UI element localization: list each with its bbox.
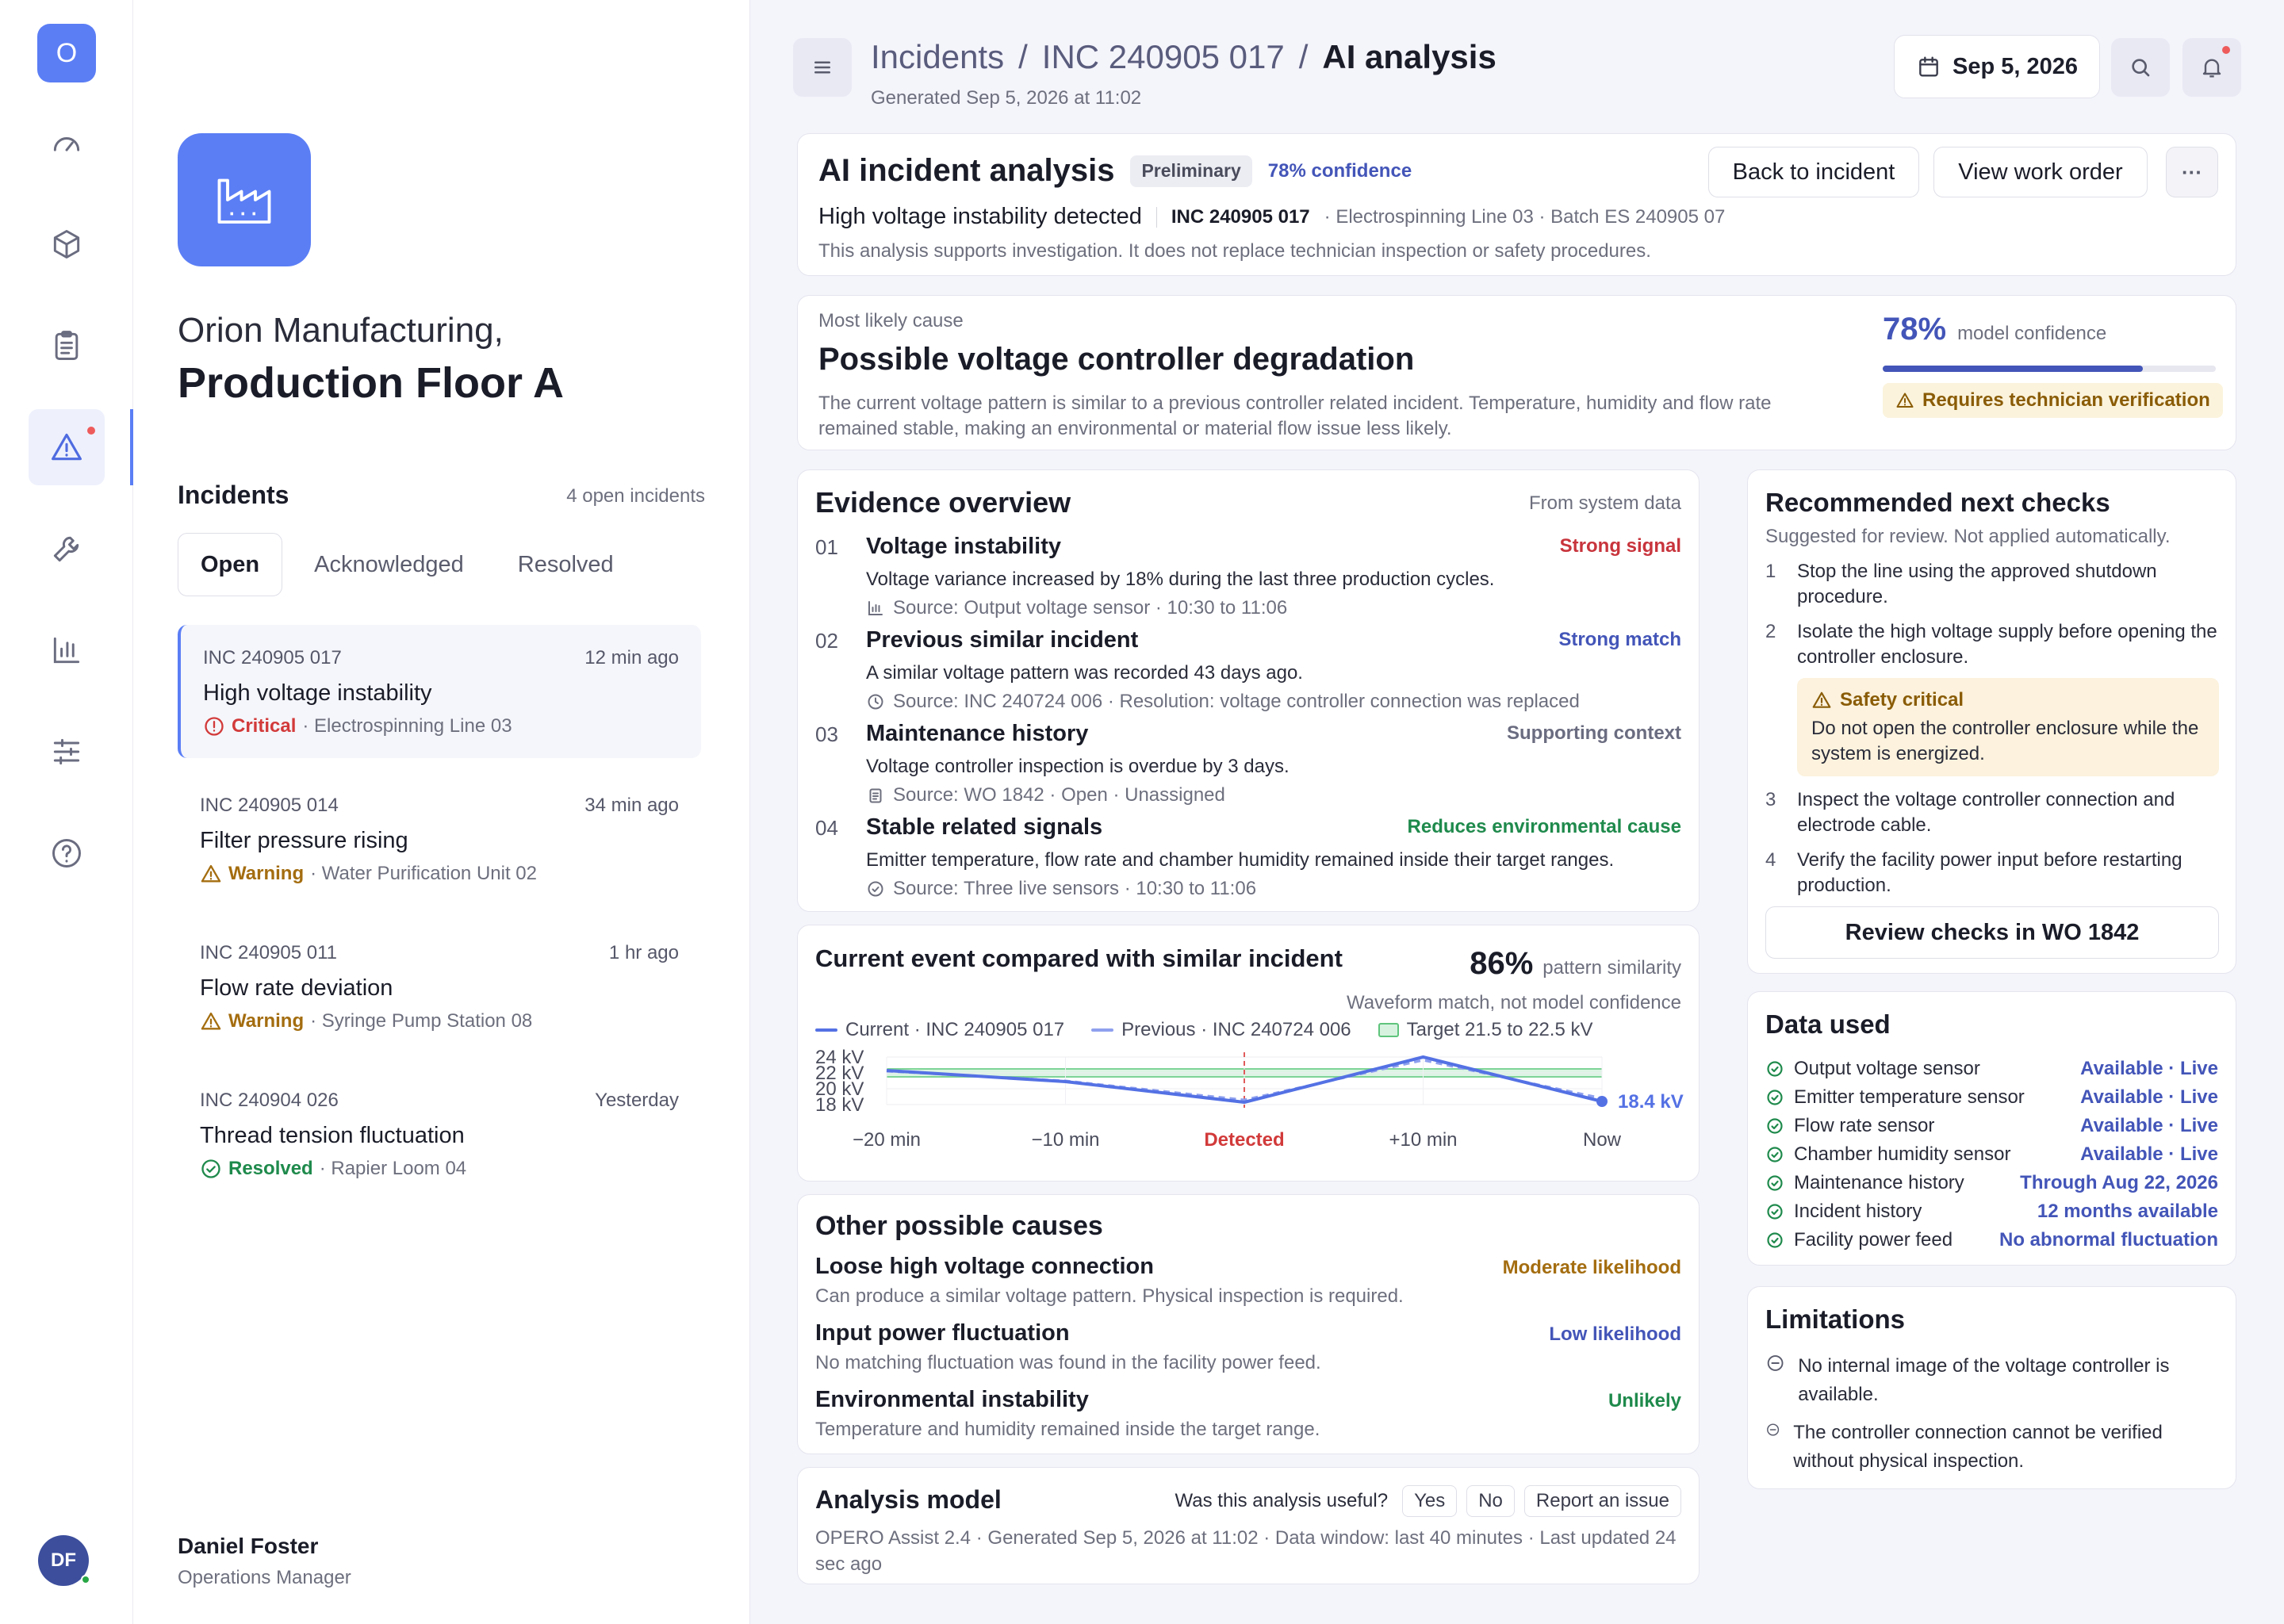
breadcrumb-separator: / xyxy=(1298,38,1309,75)
model-meta-line: sec ago xyxy=(815,1553,883,1575)
safety-title xyxy=(1811,689,2205,711)
data-source-row xyxy=(1765,1227,2218,1254)
data-source-row xyxy=(1765,1170,2218,1197)
back-to-incident-button[interactable]: Back to incident xyxy=(1708,147,1919,197)
avatar-initials: DF xyxy=(51,1549,76,1571)
date-label: Sep 5, 2026 xyxy=(1953,53,2078,79)
limitation-text: The controller connection cannot be verified without physical inspection. xyxy=(1793,1422,2163,1472)
check-step xyxy=(1765,848,2225,898)
evidence-tag: Strong match xyxy=(1558,629,1681,650)
app-logo[interactable]: O xyxy=(37,24,96,82)
confidence-value: 78% xyxy=(1883,312,1947,347)
cause-title: Input power fluctuation xyxy=(815,1320,1070,1346)
incident-time: 12 min ago xyxy=(584,647,679,668)
incident-meta xyxy=(200,863,537,885)
user-info xyxy=(178,1534,351,1589)
other-causes-title: Other possible causes xyxy=(815,1211,1103,1241)
disclaimer: This analysis supports investigation. It does not replace technician inspection or safety procedures. xyxy=(818,240,1651,262)
cause-description xyxy=(818,391,1771,442)
incident-location: · Electrospinning Line 03 xyxy=(302,715,512,737)
incident-item[interactable] xyxy=(178,1067,701,1201)
incident-time: Yesterday xyxy=(595,1090,679,1111)
feedback-yes-button[interactable]: Yes xyxy=(1402,1485,1457,1517)
check-circle-icon xyxy=(1765,1231,1784,1250)
chart-legend xyxy=(815,1019,1592,1041)
evidence-number: 04 xyxy=(815,816,838,840)
incident-panel xyxy=(133,0,750,1624)
user-avatar[interactable] xyxy=(38,1535,89,1586)
evidence-description: Emitter temperature, flow rate and chamber humidity remained inside their target ranges. xyxy=(866,849,1615,871)
verification-text: Requires technician verification xyxy=(1922,389,2210,411)
cause-description: Temperature and humidity remained inside the target range. xyxy=(815,1419,1320,1440)
legend-swatch xyxy=(815,1028,837,1032)
tab-resolved[interactable]: Resolved xyxy=(517,551,614,577)
data-source-name: Chamber humidity sensor xyxy=(1794,1143,2011,1165)
similarity-label: pattern similarity xyxy=(1542,957,1681,979)
evidence-source xyxy=(866,784,1225,806)
date-picker-button[interactable] xyxy=(1894,35,2100,98)
cause-title: Loose high voltage connection xyxy=(815,1254,1154,1279)
nav-incidents[interactable] xyxy=(29,409,105,485)
incidents-heading: Incidents xyxy=(178,481,289,509)
incident-location: · Water Purification Unit 02 xyxy=(310,863,537,884)
incident-meta xyxy=(200,1158,466,1180)
confidence-label: 78% confidence xyxy=(1267,159,1412,182)
legend-label: Current · INC 240905 017 xyxy=(845,1019,1065,1040)
evidence-number: 02 xyxy=(815,629,838,653)
data-source-row xyxy=(1765,1141,2218,1168)
evidence-source-text: Source: INC 240724 006 · Resolution: voltage controller connection was replaced xyxy=(893,691,1580,712)
safety-text: Do not open the controller enclosure while the system is energized. xyxy=(1811,718,2199,764)
step-number: 2 xyxy=(1765,621,1776,642)
user-role: Operations Manager xyxy=(178,1567,351,1588)
evidence-title: Stable related signals xyxy=(866,814,1103,840)
similarity-note: Waveform match, not model confidence xyxy=(1347,992,1681,1013)
data-source-name: Flow rate sensor xyxy=(1794,1115,1935,1136)
incident-tabs xyxy=(178,533,636,596)
help-icon xyxy=(49,836,84,871)
check-step xyxy=(1765,619,2225,670)
notification-dot xyxy=(87,427,95,435)
breadcrumb-incident-id[interactable]: INC 240905 017 xyxy=(1041,38,1285,75)
analysis-title: AI incident analysis xyxy=(818,153,1115,188)
evidence-source-note: From system data xyxy=(1528,492,1681,514)
cause-title: Possible voltage controller degradation xyxy=(818,342,1415,377)
search-icon xyxy=(2128,55,2153,80)
data-source-status: Through Aug 22, 2026 xyxy=(2020,1172,2218,1193)
sliders-icon xyxy=(49,734,84,769)
warning-icon xyxy=(200,863,222,885)
last-value-label: 18.4 kV xyxy=(1618,1091,1684,1113)
evidence-tag: Reduces environmental cause xyxy=(1407,816,1681,837)
limitation-text: No internal image of the voltage controller is available. xyxy=(1798,1355,2170,1405)
incident-id: INC 240905 014 xyxy=(200,795,339,816)
evidence-source xyxy=(866,878,1256,900)
box-icon xyxy=(49,227,84,262)
evidence-number: 03 xyxy=(815,722,838,746)
next-checks-card xyxy=(1747,469,2236,974)
check-circle-icon xyxy=(1765,1174,1784,1193)
data-source-status: Available · Live xyxy=(2080,1058,2218,1079)
evidence-source-text: Source: WO 1842 · Open · Unassigned xyxy=(893,784,1225,806)
next-checks-subtitle: Suggested for review. Not applied automatically. xyxy=(1765,526,2171,547)
x-tick-label: Now xyxy=(1582,1129,1622,1151)
facility-name: Production Floor A xyxy=(178,359,564,407)
evidence-source xyxy=(866,597,1287,619)
tab-acknowledged[interactable]: Acknowledged xyxy=(314,551,464,577)
legend-swatch xyxy=(1378,1023,1399,1037)
data-source-name: Facility power feed xyxy=(1794,1229,1953,1251)
similarity-value: 86% xyxy=(1470,946,1534,981)
evidence-title: Previous similar incident xyxy=(866,627,1139,653)
wrench-icon xyxy=(49,531,84,566)
likelihood-tag: Moderate likelihood xyxy=(1502,1257,1681,1278)
incident-item[interactable] xyxy=(178,772,701,906)
incident-time: 1 hr ago xyxy=(608,942,679,963)
data-source-name: Output voltage sensor xyxy=(1794,1058,1980,1079)
incident-meta xyxy=(203,715,512,737)
check-circle-icon xyxy=(1765,1088,1784,1107)
evidence-source xyxy=(866,691,1580,713)
alert-icon xyxy=(49,430,84,465)
limitations-card xyxy=(1747,1286,2236,1489)
comparison-card xyxy=(797,925,1700,1182)
view-work-order-button[interactable]: View work order xyxy=(1933,147,2148,197)
incident-title: High voltage instability xyxy=(203,680,432,706)
evidence-description: Voltage variance increased by 18% during the last three production cycles. xyxy=(866,569,1495,590)
severity-label: Critical xyxy=(232,715,297,737)
evidence-title: Voltage instability xyxy=(866,534,1062,559)
evidence-title: Evidence overview xyxy=(815,486,1071,519)
data-source-status: Available · Live xyxy=(2080,1086,2218,1108)
limitations-title: Limitations xyxy=(1765,1304,1906,1334)
y-tick-label: 24 kV xyxy=(815,1047,864,1068)
cause-desc-line: remained stable, making an environmental or material flow issue less likely. xyxy=(818,418,1452,439)
user-name: Daniel Foster xyxy=(178,1534,319,1558)
likelihood-tag: Unlikely xyxy=(1608,1390,1681,1411)
step-number: 1 xyxy=(1765,561,1776,582)
search-button[interactable] xyxy=(2111,38,2170,97)
model-meta xyxy=(815,1525,1677,1577)
legend-label: Target 21.5 to 22.5 kV xyxy=(1406,1019,1593,1040)
cause-label: Most likely cause xyxy=(818,310,964,331)
legend-swatch xyxy=(1091,1028,1113,1032)
severity-label: Warning xyxy=(228,1010,305,1032)
check-circle-icon xyxy=(1765,1145,1784,1164)
verification-badge xyxy=(1883,383,2223,418)
incident-id: INC 240905 017 xyxy=(203,647,342,668)
confidence-bar xyxy=(1883,366,2216,372)
nav-help[interactable] xyxy=(29,815,105,891)
data-source-row xyxy=(1765,1084,2218,1111)
generated-timestamp: Generated Sep 5, 2026 at 11:02 xyxy=(871,87,1142,109)
next-checks-title: Recommended next checks xyxy=(1765,488,2110,517)
incident-item[interactable] xyxy=(178,920,701,1053)
legend-current xyxy=(815,1019,1064,1041)
incident-meta xyxy=(200,1010,532,1032)
warning-icon xyxy=(1895,391,1914,410)
divider xyxy=(1156,207,1157,228)
incident-title: High voltage instability detected xyxy=(818,204,1142,229)
check-circle-icon xyxy=(866,879,885,898)
data-source-row xyxy=(1765,1055,2218,1082)
breadcrumb-incidents[interactable]: Incidents xyxy=(871,38,1005,75)
step-number: 4 xyxy=(1765,849,1776,871)
cause-desc-line: The current voltage pattern is similar to a previous controller related incident. Temperature, humidity and flow rate xyxy=(818,393,1772,414)
data-source-name: Incident history xyxy=(1794,1201,1922,1222)
report-issue-button[interactable]: Report an issue xyxy=(1524,1485,1681,1517)
safety-callout xyxy=(1797,678,2219,776)
step-text: Stop the line using the approved shutdown procedure. xyxy=(1797,561,2157,607)
facility-logo xyxy=(178,133,311,266)
cause-description: No matching fluctuation was found in the facility power feed. xyxy=(815,1352,1321,1373)
data-source-row xyxy=(1765,1113,2218,1139)
calendar-icon xyxy=(1916,54,1941,79)
x-tick-label: Detected xyxy=(1204,1129,1285,1151)
step-number: 3 xyxy=(1765,789,1776,810)
check-circle-icon xyxy=(1765,1059,1784,1078)
evidence-card xyxy=(797,469,1700,912)
severity-label: Warning xyxy=(228,863,305,884)
other-causes-card xyxy=(797,1194,1700,1454)
data-source-status: Available · Live xyxy=(2080,1143,2218,1165)
check-step xyxy=(1765,559,2225,610)
analysis-header-card xyxy=(797,133,2236,276)
bar-chart-icon xyxy=(866,599,885,618)
model-meta-line: OPERO Assist 2.4 · Generated Sep 5, 2026 at 11:02 · Data window: last 40 minutes · Last updated 24 xyxy=(815,1527,1677,1549)
data-source-row xyxy=(1765,1198,2218,1225)
incident-item[interactable] xyxy=(178,625,701,758)
step-text: Verify the facility power input before restarting production. xyxy=(1797,849,2182,896)
incident-title: Flow rate deviation xyxy=(200,975,393,1001)
data-point xyxy=(1596,1096,1608,1107)
preliminary-badge: Preliminary xyxy=(1130,155,1251,187)
warning-icon xyxy=(200,1010,222,1032)
minus-circle-icon xyxy=(1765,1419,1780,1441)
incident-id: INC 240904 026 xyxy=(200,1090,339,1111)
nav-rail xyxy=(0,0,133,1624)
nav-maintenance[interactable] xyxy=(29,511,105,587)
more-icon: ··· xyxy=(2182,159,2202,184)
nav-assets[interactable] xyxy=(29,206,105,282)
data-source-name: Emitter temperature sensor xyxy=(1794,1086,2025,1108)
analysis-model-card xyxy=(797,1467,1700,1584)
incidents-count: 4 open incidents xyxy=(566,485,705,507)
step-text: Isolate the high voltage supply before opening the controller enclosure. xyxy=(1797,621,2217,668)
model-title: Analysis model xyxy=(815,1485,1002,1514)
legend-label: Previous · INC 240724 006 xyxy=(1121,1019,1351,1040)
incident-location: · Syringe Pump Station 08 xyxy=(310,1010,533,1032)
review-checks-button[interactable]: Review checks in WO 1842 xyxy=(1765,906,2219,959)
check-step xyxy=(1765,787,2225,838)
evidence-title: Maintenance history xyxy=(866,721,1089,746)
data-source-status: Available · Live xyxy=(2080,1115,2218,1136)
facility-company: Orion Manufacturing, xyxy=(178,311,504,350)
incident-id: INC 240905 017 xyxy=(1171,205,1310,228)
cause-description: Can produce a similar voltage pattern. Physical inspection is required. xyxy=(815,1285,1404,1307)
incident-id: INC 240905 011 xyxy=(200,942,338,963)
data-used-title: Data used xyxy=(1765,1009,1891,1039)
menu-button[interactable] xyxy=(793,38,852,97)
nav-tasks[interactable] xyxy=(29,308,105,384)
x-tick-label: −10 min xyxy=(1031,1129,1100,1151)
nav-settings[interactable] xyxy=(29,714,105,790)
evidence-tag: Supporting context xyxy=(1507,722,1681,744)
data-source-status: 12 months available xyxy=(2037,1201,2218,1222)
check-circle-icon xyxy=(1765,1202,1784,1221)
severity-label: Resolved xyxy=(228,1158,313,1179)
clock-icon xyxy=(866,692,885,711)
step-text: Inspect the voltage controller connection and electrode cable. xyxy=(1797,789,2175,836)
evidence-description: A similar voltage pattern was recorded 43 days ago. xyxy=(866,662,1303,684)
breadcrumb-separator: / xyxy=(1018,38,1028,75)
check-circle-icon xyxy=(1765,1116,1784,1136)
confidence-caption: model confidence xyxy=(1957,323,2107,344)
check-circle-icon xyxy=(200,1158,222,1180)
nav-reports[interactable] xyxy=(29,612,105,688)
comparison-chart xyxy=(798,1041,1700,1182)
breadcrumb xyxy=(871,38,1496,76)
incident-location: · Rapier Loom 04 xyxy=(319,1158,467,1179)
evidence-description: Voltage controller inspection is overdue by 3 days. xyxy=(866,756,1290,777)
clipboard-icon xyxy=(866,786,885,805)
y-tick-label: 22 kV xyxy=(815,1063,864,1084)
data-source-name: Maintenance history xyxy=(1794,1172,1964,1193)
safety-title-text: Safety critical xyxy=(1840,689,1964,710)
notification-dot xyxy=(2222,46,2230,54)
comparison-title: Current event compared with similar incident xyxy=(815,944,1343,972)
online-status-dot xyxy=(81,1575,90,1584)
evidence-source-text: Source: Three live sensors · 10:30 to 11:06 xyxy=(893,878,1257,899)
bell-icon xyxy=(2199,55,2225,80)
clipboard-icon xyxy=(49,328,84,363)
incident-meta: · Electrospinning Line 03 · Batch ES 240905 07 xyxy=(1324,205,1726,228)
limitation-item xyxy=(1765,1419,2209,1476)
x-tick-label: −20 min xyxy=(852,1129,922,1151)
incident-time: 34 min ago xyxy=(584,795,679,816)
gauge-icon xyxy=(49,125,84,160)
critical-icon xyxy=(203,715,225,737)
feedback-no-button[interactable]: No xyxy=(1466,1485,1515,1517)
tab-open[interactable]: Open xyxy=(178,533,282,596)
feedback-question: Was this analysis useful? xyxy=(1175,1490,1389,1511)
legend-previous xyxy=(1091,1019,1351,1041)
breadcrumb-current: AI analysis xyxy=(1322,38,1496,75)
factory-icon xyxy=(211,167,278,233)
incident-title: Filter pressure rising xyxy=(200,828,408,853)
more-options-button[interactable] xyxy=(2166,147,2218,197)
legend-target xyxy=(1378,1019,1593,1041)
likelihood-tag: Low likelihood xyxy=(1549,1323,1681,1345)
limitation-item xyxy=(1765,1352,2209,1409)
confidence-bar-fill xyxy=(1883,366,2143,372)
evidence-number: 01 xyxy=(815,535,838,559)
hamburger-icon xyxy=(811,56,834,79)
chart-icon xyxy=(49,633,84,668)
evidence-source-text: Source: Output voltage sensor · 10:30 to 11:06 xyxy=(893,597,1288,619)
incident-title: Thread tension fluctuation xyxy=(200,1123,465,1148)
likely-cause-card xyxy=(797,295,2236,450)
y-tick-label: 18 kV xyxy=(815,1094,864,1116)
evidence-tag: Strong signal xyxy=(1559,535,1681,557)
nav-dashboard[interactable] xyxy=(29,105,105,181)
x-tick-label: +10 min xyxy=(1389,1129,1458,1151)
minus-circle-icon xyxy=(1765,1352,1785,1374)
data-used-card xyxy=(1747,991,2236,1266)
y-tick-label: 20 kV xyxy=(815,1078,864,1100)
notifications-button[interactable] xyxy=(2182,38,2241,97)
cause-title: Environmental instability xyxy=(815,1387,1089,1412)
data-source-status: No abnormal fluctuation xyxy=(1999,1229,2218,1251)
warning-icon xyxy=(1811,690,1832,710)
